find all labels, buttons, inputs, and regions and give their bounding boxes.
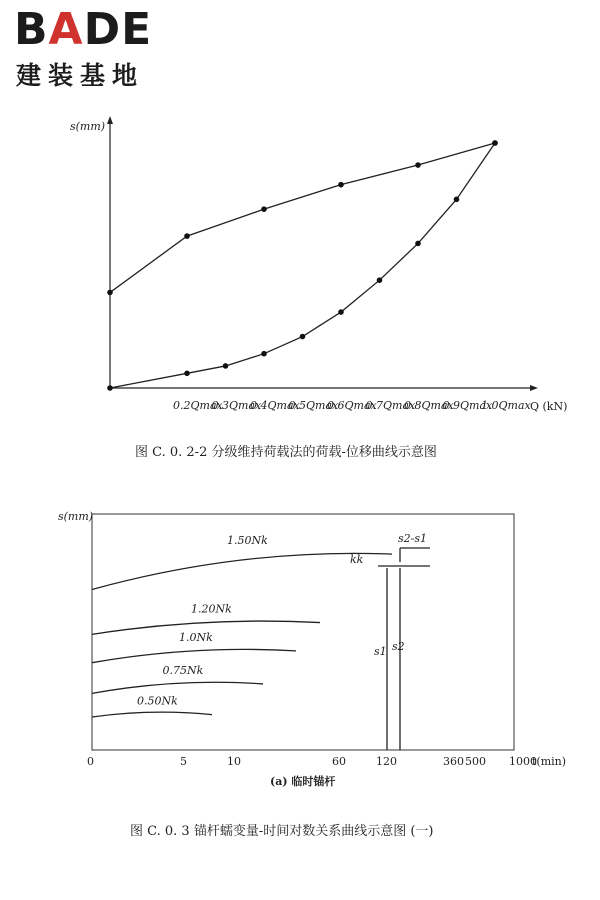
x-tick-label: 0.3Qmax [211, 399, 262, 412]
x-tick-label: 0.6Qmax [327, 399, 377, 412]
unloading-point [223, 363, 229, 369]
series-label: 0.75Nk [162, 663, 204, 677]
x-tick-label: 60 [332, 755, 346, 768]
unloading-point [261, 351, 267, 357]
x-tick-label: 10 [227, 755, 241, 768]
subcaption: (a) 临时锚杆 [270, 775, 336, 788]
x-tick-label: 360 [443, 755, 464, 768]
unloading-point [300, 334, 306, 340]
creep-time-chart [0, 500, 600, 900]
x-tick-label: 0.9Qmax [442, 399, 493, 412]
x-axis-arrow [530, 385, 538, 391]
x-tick-label: 120 [376, 755, 397, 768]
s2-s1-label: s2-s1 [398, 532, 428, 545]
x-tick-label: 500 [465, 755, 486, 768]
x-tick-label: 5 [180, 755, 187, 768]
x-tick-label: 0.8Qmax [404, 399, 454, 412]
y-axis-arrow [107, 116, 113, 124]
unloading-point [415, 241, 421, 247]
series-label: 0.50Nk [137, 694, 178, 708]
series-label: 1.50Nk [227, 534, 268, 548]
y-axis-label: s(mm) [58, 510, 94, 523]
figure1-caption: 图 C. 0. 2-2 分级维持荷载法的荷载-位移曲线示意图 [135, 445, 437, 460]
plot-frame [92, 514, 514, 750]
x-tick-label: 0.2Qmax [173, 399, 223, 412]
x-tick-label: 1000 [509, 755, 537, 768]
unloading-point [184, 371, 190, 377]
creep-curve [92, 712, 212, 717]
loading-point [261, 206, 267, 212]
x-tick-label: 0 [87, 755, 94, 768]
x-tick-labels [87, 755, 537, 768]
unloading-point [377, 277, 383, 283]
x-axis-label: Q (kN) [530, 400, 568, 413]
y-axis-label: s(mm) [70, 120, 106, 133]
x-tick-label: 0.7Qmax [365, 399, 416, 412]
unloading-curve [110, 143, 495, 388]
loading-point [107, 290, 113, 296]
creep-curves [92, 534, 392, 717]
logo-wordmark: BADE [14, 4, 153, 55]
x-axis-label: t(min) [532, 755, 567, 768]
unloading-point [107, 385, 113, 391]
x-tick-label: 1.0Qmax [481, 399, 531, 412]
creep-curve [92, 682, 263, 693]
unloading-point [492, 140, 498, 146]
figure2-caption: 图 C. 0. 3 锚杆蠕变量-时间对数关系曲线示意图 (一) [130, 824, 434, 839]
s2-label: s2 [392, 640, 405, 653]
logo-subtitle: 建装基地 [16, 61, 145, 90]
creep-curve [92, 649, 296, 662]
s1-label: s1 [374, 645, 387, 658]
creep-curve [92, 553, 392, 589]
kk-label: kk [350, 553, 364, 566]
loading-point [338, 182, 344, 188]
x-tick-labels [173, 399, 532, 412]
data-points [107, 140, 498, 391]
x-tick-label: 0.5Qmax [288, 399, 339, 412]
unloading-point [338, 309, 344, 315]
loading-point [415, 162, 421, 168]
unloading-point [454, 197, 460, 203]
loading-curve [110, 143, 495, 292]
loading-point [184, 233, 190, 239]
x-tick-label: 0.4Qmax [250, 399, 300, 412]
series-label: 1.0Nk [179, 630, 213, 644]
series-label: 1.20Nk [191, 602, 232, 616]
